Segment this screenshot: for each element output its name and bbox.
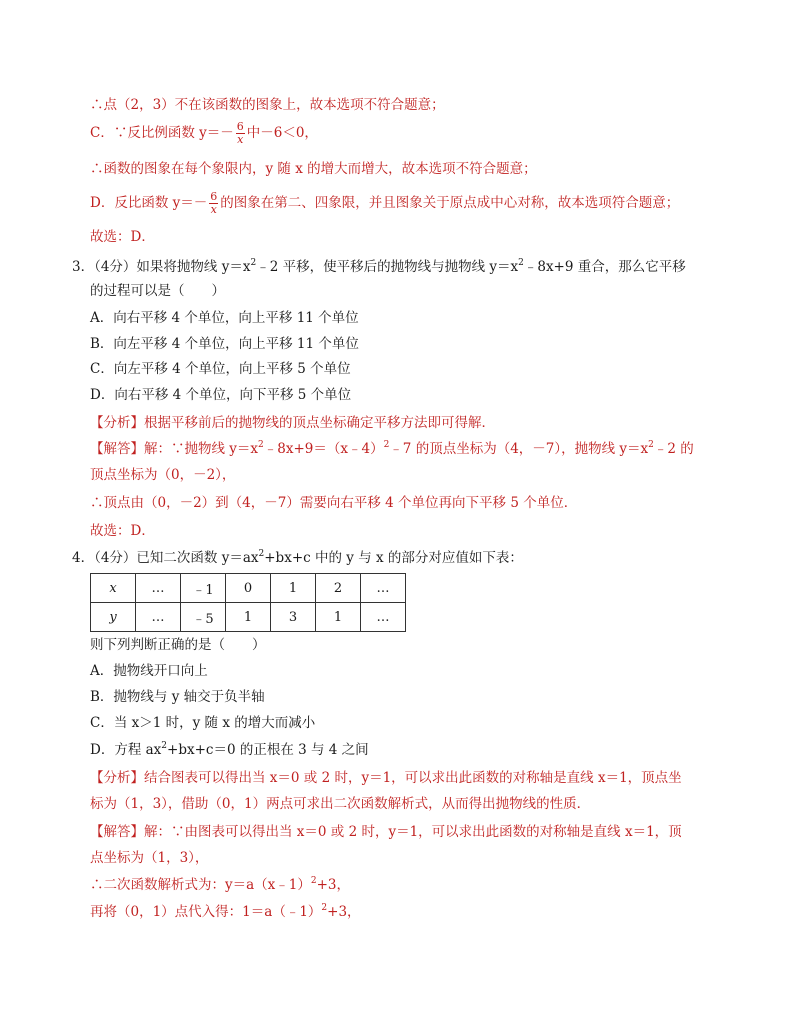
table-cell: 1 [226,603,271,632]
table-cell: 0 [226,574,271,603]
table-cell: 1 [316,603,361,632]
table-cell: y [91,603,136,632]
q3-option-b: B．向左平移 4 个单位，向上平移 11 个单位 [90,336,359,352]
q2-answer: 故选：D． [90,229,155,245]
q4-stem: 4．（4分）已知二次函数 $y=ax^2+bx+c$ 中的 y 与 x 的部分对应值如下表： [72,549,523,566]
q3-solution: 【解答】解：∵抛物线 $y=x^2﹣8x+9=(x﹣4)^2﹣7$ 的顶点坐标为（4，－7），抛物线 $y=x^2﹣2$ 的 [90,440,694,457]
fraction-6-over-x: $\frac{6}{x}$ [236,120,244,146]
table-row [91,574,406,603]
table-cell: … [361,603,406,632]
q3-solution-line2: 顶点坐标为（0，－2）， [90,467,236,483]
q2-d-prefix: D．反比函数 y＝－ [90,195,208,211]
table-cell: … [136,603,181,632]
q4-option-b: B．抛物线与 y 轴交于负半轴 [90,689,265,705]
q3-answer: 故选：D． [90,523,155,539]
q2-d-suffix: 的图象在第二、四象限，并且图象关于原点成中心对称，故本选项符合题意； [220,195,680,211]
q3-solution-line3: ∴顶点由（0，－2）到（4，－7）需要向右平移 4 个单位再向下平移 5 个单位． [90,495,578,511]
table-cell: … [361,574,406,603]
q2-line-increasing: ∴函数的图象在每个象限内，y 随 x 的增大而增大，故本选项不符合题意； [90,161,537,177]
q3-option-c: C．向左平移 4 个单位，向上平移 5 个单位 [90,361,351,377]
table-cell: 1 [271,574,316,603]
q4-solution-line4: 再将（0，1）点代入得：1＝a（﹣1）$^2$+3， [90,903,361,920]
q4-solution-line3: ∴二次函数解析式为：y＝a（x﹣1）$^2$+3， [90,876,351,893]
q4-option-c: C．当 x＞1 时，y 随 x 的增大而减小 [90,715,316,731]
q3-option-a: A．向右平移 4 个单位，向上平移 11 个单位 [90,310,359,326]
q4-value-table [90,573,406,632]
q4-question: 则下列判断正确的是（ ） [90,637,266,653]
table-cell: ﹣1 [181,574,226,603]
q2-option-c-explanation [90,120,318,146]
q4-option-d: D．方程 $ax^2+bx+c=0$ 的正根在 3 与 4 之间 [90,741,369,758]
table-cell: 3 [271,603,316,632]
q2-line-point-not-on-graph: ∴点（2，3）不在该函数的图象上，故本选项不符合题意； [90,97,445,113]
q2-option-d-explanation [90,190,679,216]
table-cell: 2 [316,574,361,603]
q4-option-a: A．抛物线开口向上 [90,663,208,679]
q3-analysis: 【分析】根据平移前后的抛物线的顶点坐标确定平移方法即可得解． [90,415,495,431]
q2-c-suffix: 中－6＜0， [246,125,318,141]
q4-solution-line1: 【解答】解：∵由图表可以得出当 x＝0 或 2 时，y＝1，可以求出此函数的对称轴是直线 x＝1，顶 [90,824,682,840]
q3-stem: 3．（4分）如果将抛物线 $y=x^2﹣2$ 平移，使平移后的抛物线与抛物线 $y=x^2﹣8x+9$ 重合，那么它平移 [72,258,686,275]
q4-analysis-line2: 标为（1，3），借助（0，1）两点可求出二次函数解析式，从而得出抛物线的性质． [90,796,591,812]
q4-solution-line2: 点坐标为（1，3）， [90,850,209,866]
table-cell: ﹣5 [181,603,226,632]
table-cell: … [136,574,181,603]
q4-analysis-line1: 【分析】结合图表可以得出当 x＝0 或 2 时，y＝1，可以求出此函数的对称轴是直线 x＝1，顶点坐 [90,770,682,786]
fraction-6-over-x-d: $\frac{6}{x}$ [210,190,218,216]
table-cell: x [91,574,136,603]
table-row [91,603,406,632]
q2-c-prefix: C．∵反比例函数 y＝－ [90,125,234,141]
q3-option-d: D．向右平移 4 个单位，向下平移 5 个单位 [90,387,352,403]
q3-stem-line2: 的过程可以是（ ） [90,283,225,299]
